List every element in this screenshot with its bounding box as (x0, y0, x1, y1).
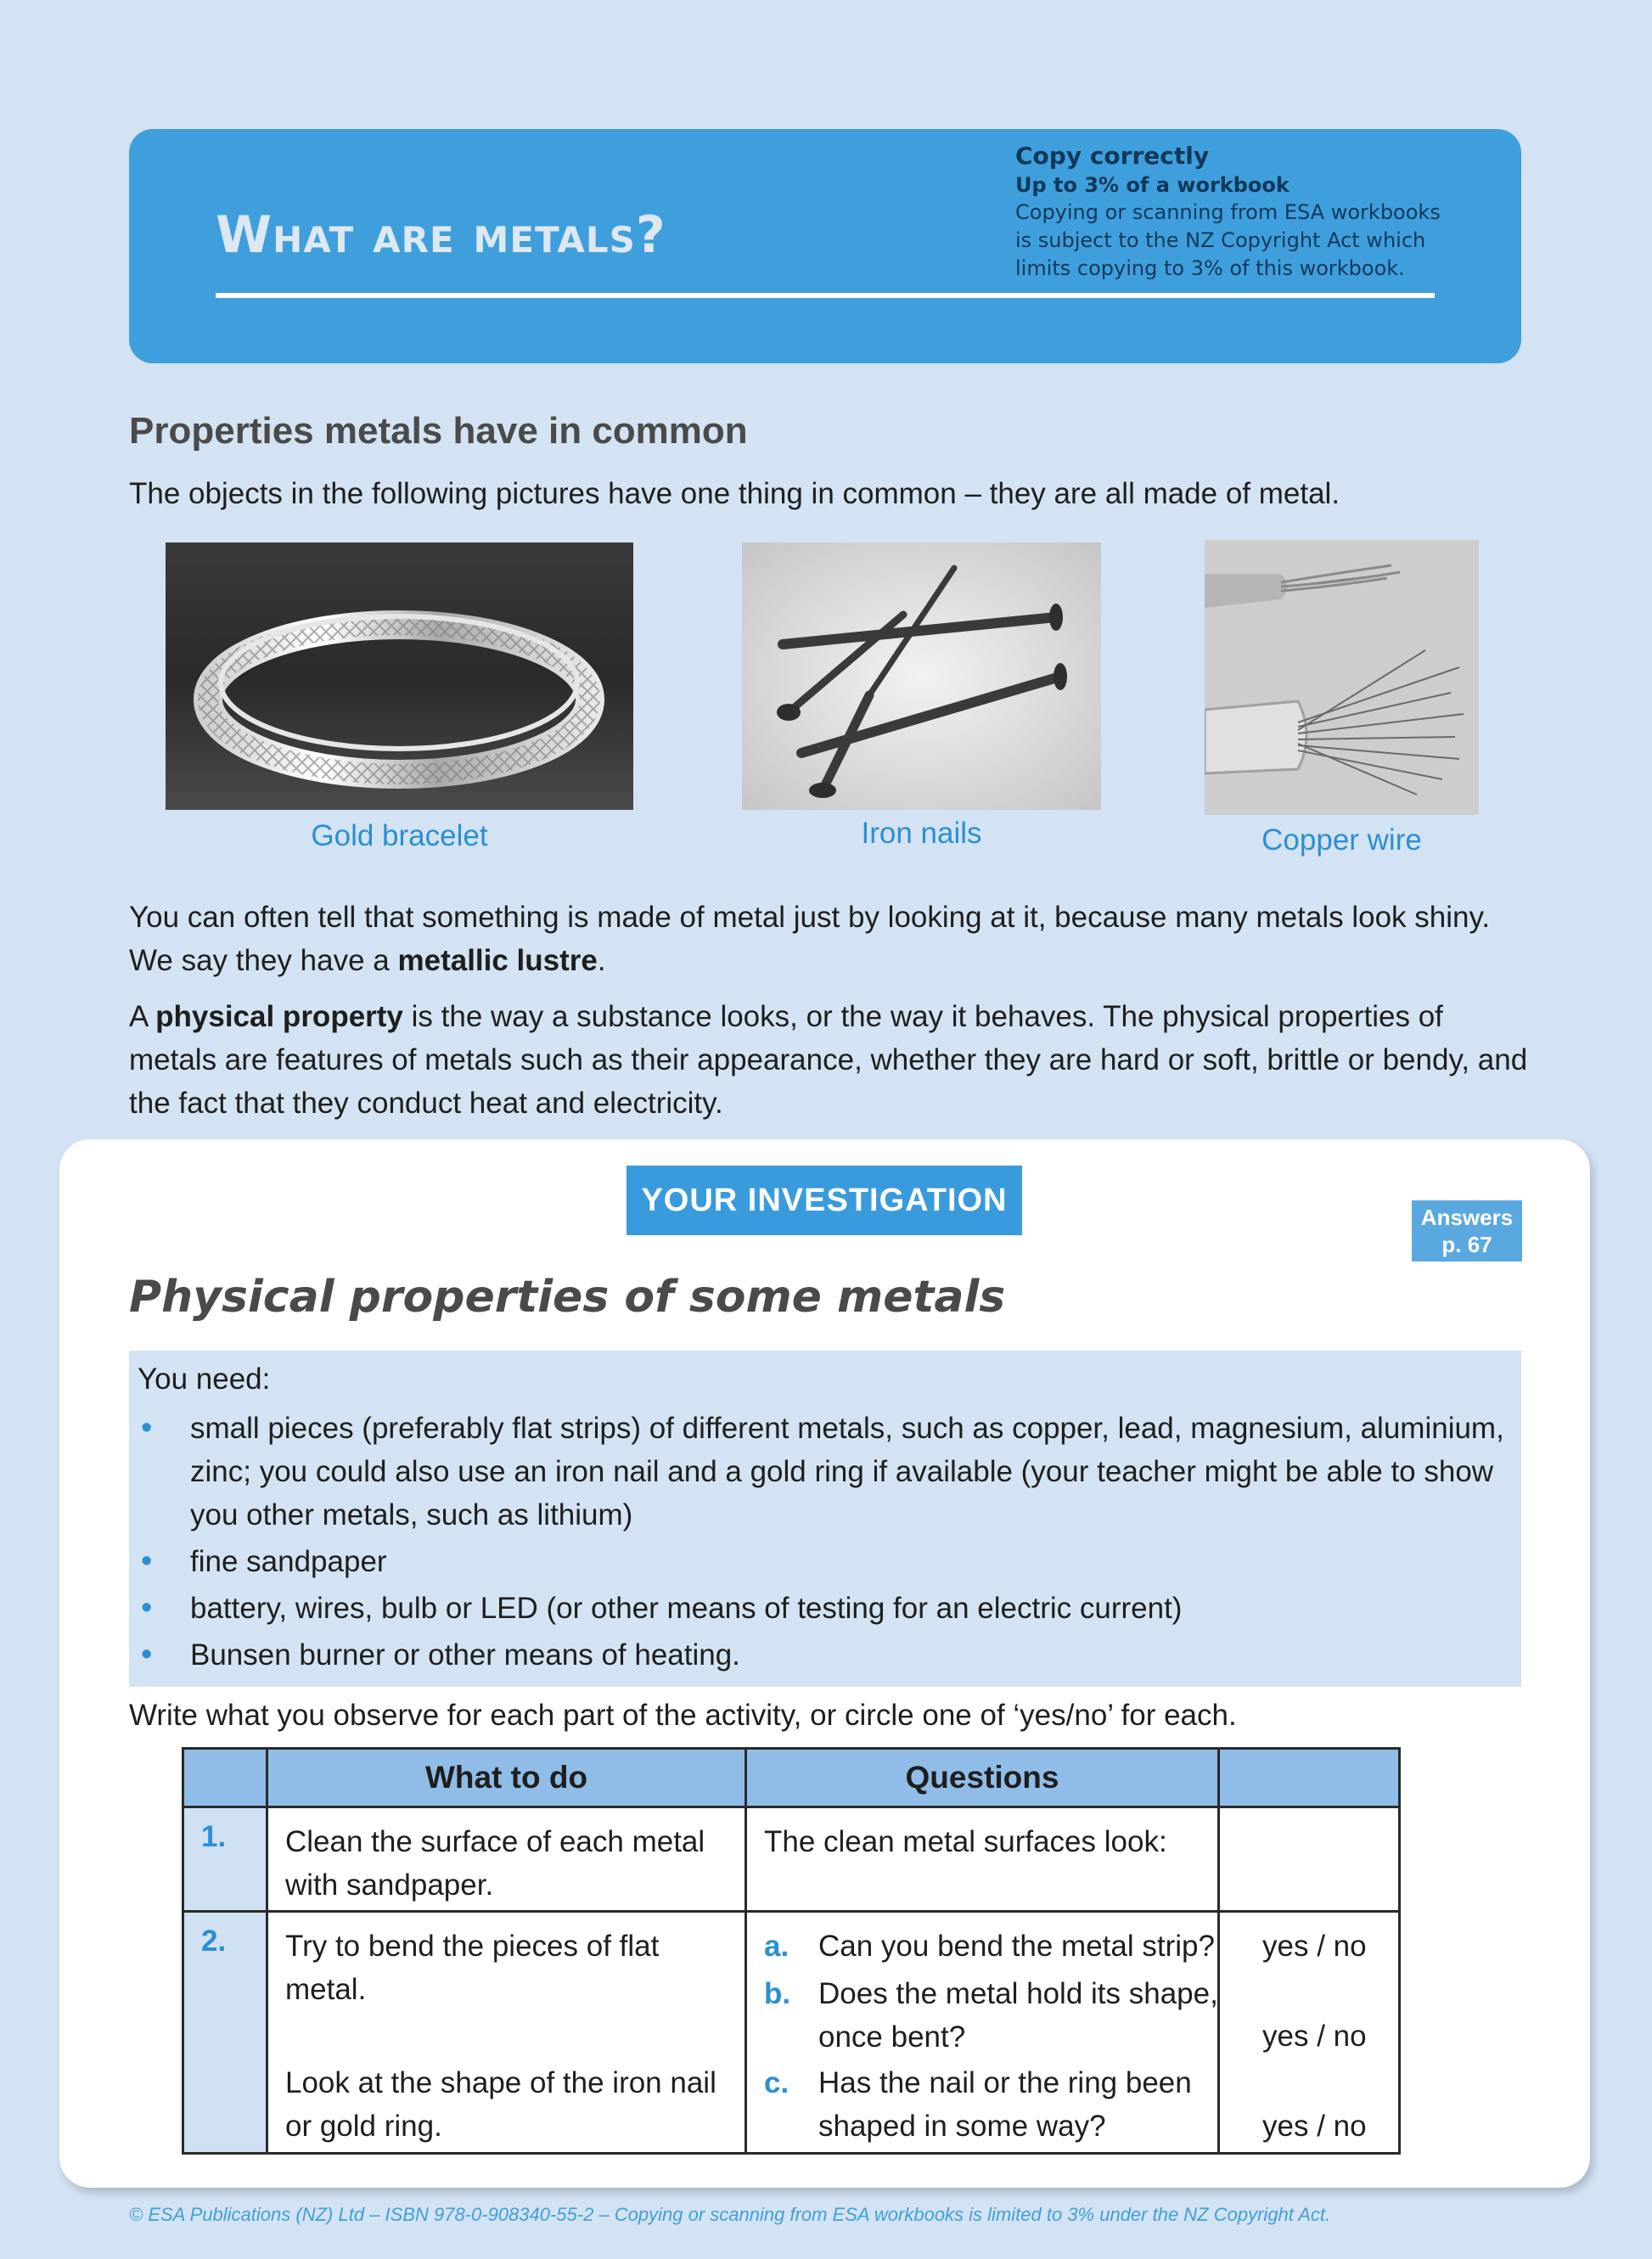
investigation-tag: YOUR INVESTIGATION (627, 1166, 1022, 1235)
intro-lead: The objects in the following pictures have one thing in common – they are all made of metal. (129, 477, 1340, 510)
list-item: • battery, wires, bulb or LED (or other means of testing for an electric current) (129, 1587, 1513, 1630)
photo-caption: Copper wire (1261, 823, 1422, 857)
metallic-lustre-paragraph: You can often tell that something is made of metal just by looking at it, because many metals look shiny. We say they have a metallic lustre. (129, 901, 1491, 977)
todo-text: Clean the surface of each metal with sandpaper. (285, 1825, 705, 1902)
iron-nails-photo (742, 542, 1101, 810)
key-term: metallic lustre (397, 944, 598, 977)
header-banner (129, 129, 1521, 363)
investigation-title: Physical properties of some metals (129, 1272, 1006, 1323)
copyright-notice (1015, 141, 1457, 283)
title-underline (216, 293, 1435, 298)
photo-caption: Gold bracelet (311, 819, 488, 852)
page-title: What are metals? (216, 205, 666, 265)
copper-wire-photo (1205, 540, 1479, 815)
bullet-icon: • (141, 1590, 153, 1626)
you-need-box (129, 1351, 1521, 1687)
answer-cell (1217, 1910, 1401, 2155)
copy-line: limits copying to 3% of this workbook. (1015, 256, 1405, 280)
table-header-cell: What to do (266, 1747, 747, 1808)
table-header-cell (1217, 1747, 1401, 1808)
bullet-icon: • (141, 1410, 153, 1446)
table-header-cell: Questions (745, 1747, 1220, 1808)
physical-property-paragraph: A physical property is the way a substance looks, or the way it behaves. The physical properties of metals are features of metals such as their appearance, whether they are hard or soft, brittle or bendy, and the fact that they conduct heat and electricity. (129, 1000, 1528, 1120)
list-item: • fine sandpaper (129, 1540, 1513, 1583)
you-need-label: You need: (138, 1363, 271, 1396)
materials-list (129, 1407, 1513, 1680)
instruction-text: Write what you observe for each part of the activity, or circle one of ‘yes/no’ for each. (129, 1699, 1237, 1732)
table-header-cell (182, 1747, 268, 1808)
row-number: 1. (201, 1820, 227, 1853)
answer-cell[interactable] (1217, 1806, 1401, 1913)
table-row (182, 1806, 268, 1913)
copy-subtitle: Up to 3% of a workbook (1015, 173, 1290, 197)
copy-title: Copy correctly (1015, 142, 1210, 170)
bullet-icon: • (141, 1543, 153, 1579)
key-term: physical property (155, 1000, 403, 1033)
bullet-icon: • (141, 1637, 153, 1672)
section-heading: Properties metals have in common (129, 410, 748, 452)
table-row (182, 1910, 268, 2155)
yes-no-choice[interactable]: yes / no (1262, 2110, 1367, 2143)
row-number: 2. (201, 1925, 227, 1958)
footer-copyright: © ESA Publications (NZ) Ltd – ISBN 978-0-908340-55-2 – Copying or scanning from ESA workbooks is limited to 3% under the NZ Copyright Act. (129, 2204, 1331, 2225)
yes-no-choice[interactable]: yes / no (1262, 2020, 1367, 2053)
list-item: • Bunsen burner or other means of heating. (129, 1633, 1513, 1677)
question-text: The clean metal surfaces look: (764, 1825, 1167, 1858)
todo-text: Try to bend the pieces of flat metal. (285, 1930, 660, 2006)
gold-bracelet-photo (166, 542, 633, 810)
answers-link[interactable]: Answers p. 67 (1412, 1200, 1522, 1262)
photo-caption: Iron nails (861, 817, 982, 850)
todo-text: Look at the shape of the iron nail or gold ring. (285, 2066, 716, 2143)
activity-table: What to do Questions 1. Clean the surface of each metal with sandpaper. The clean metal surfaces look: 2. Try to bend the pieces of flat metal. Look at the shape of the iron nail or gold ring. a. Can you bend the metal strip? b. Does the metal hold its shape, once bent? c. Has the nail or the ring been shaped in some way? yes / no yes / no yes / no (182, 1747, 1401, 2155)
list-item: • small pieces (preferably flat strips) of different metals, such as copper, lead, magnesium, aluminium, zinc; you could also use an iron nail and a gold ring if available (your teacher might be able to show you other metals, such as lithium) (129, 1407, 1513, 1537)
copy-line: is subject to the NZ Copyright Act which (1015, 228, 1426, 252)
copy-line: Copying or scanning from ESA workbooks (1015, 200, 1441, 224)
yes-no-choice[interactable]: yes / no (1262, 1930, 1367, 1963)
